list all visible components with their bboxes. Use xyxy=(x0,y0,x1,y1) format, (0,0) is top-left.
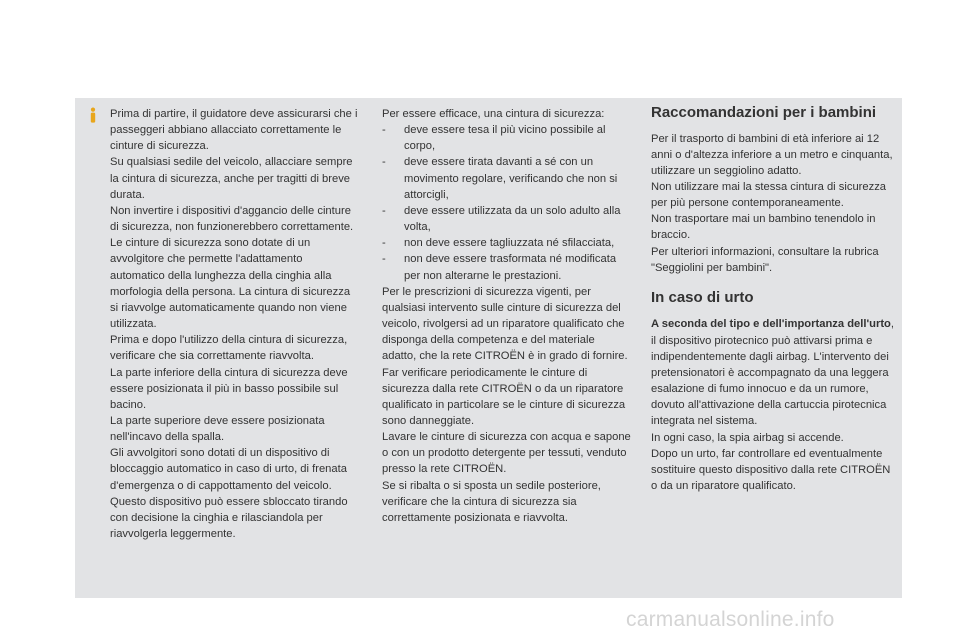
children-paragraph: Non utilizzare mai la stessa cintura di sicurezza per più persone contemporaneamente. xyxy=(651,180,887,210)
efficacy-list-item: - non deve essere tagliuzzata né sfilacciata, xyxy=(382,235,632,251)
intro-paragraph: Su qualsiasi sedile del veicolo, allacciare sempre la cintura di sicurezza, anche per tragitti di breve durata. xyxy=(110,156,353,201)
efficacy-paragraph: Lavare le cinture di sicurezza con acqua e sapone o con un prodotto detergente per tessuti, venduto presso la rete CITROËN. xyxy=(382,431,631,476)
children-paragraph: Per ulteriori informazioni, consultare la rubrica "Seggiolini per bambini". xyxy=(651,245,879,274)
intro-paragraph: Non invertire i dispositivi d'aggancio delle cinture di sicurezza, non funzionerebbero correttamente. xyxy=(110,204,354,234)
children-paragraph: Per il trasporto di bambini di età inferiore ai 12 anni o d'altezza inferiore a un metro e cinquanta, utilizzare un seggiolino adatto. xyxy=(651,132,893,177)
efficacy-list-item: - non deve essere trasformata né modificata per non alterarne le prestazioni. xyxy=(382,251,632,283)
efficacy-intro: Per essere efficace, una cintura di sicurezza: xyxy=(382,108,605,120)
efficacy-column xyxy=(382,106,632,526)
intro-paragraph: La parte inferiore della cintura di sicurezza deve essere posizionata il più in basso possibile sul bacino. xyxy=(110,366,348,411)
crash-lead-rest: , il dispositivo pirotecnico può attivarsi prima e indipendentemente dagli airbag. L'intervento dei pretensionatori è accompagnato da una leggera esalazione di fumo innocuo e da un rumore, dovuto all'attivazione della cartuccia pirotecnica integrata nel sistema. xyxy=(651,318,894,428)
intro-paragraph: Prima e dopo l'utilizzo della cintura di sicurezza, verificare che sia correttamente riavvolta. xyxy=(110,334,348,363)
crash-heading: In caso di urto xyxy=(651,288,754,306)
efficacy-list-item: - deve essere tirata davanti a sé con un movimento regolare, verificando che non si attorcigli, xyxy=(382,154,632,202)
intro-paragraph: La parte superiore deve essere posizionata nell'incavo della spalla. xyxy=(110,414,325,444)
info-icon xyxy=(85,107,101,123)
intro-paragraph: Le cinture di sicurezza sono dotate di un avvolgitore che permette l'adattamento automatico della lunghezza della cinghia alla morfologia della persona. La cintura di sicurezza si riavvolge automaticamente quando non viene utilizzata. xyxy=(110,237,351,331)
efficacy-paragraph: Per le prescrizioni di sicurezza vigenti, per qualsiasi intervento sulle cinture di sicurezza del veicolo, rivolgersi ad un riparatore qualificato che disponga della competenza e del materiale adatto, che la rete CITROËN è in grado di fornire. xyxy=(382,285,628,363)
intro-column xyxy=(110,106,358,542)
efficacy-list-item: - deve essere tesa il più vicino possibile al corpo, xyxy=(382,122,632,154)
efficacy-paragraph: Se si ribalta o si sposta un sedile posteriore, verificare che la cintura di sicurezza sia correttamente posizionata e riavvolta. xyxy=(382,479,601,524)
intro-paragraph: Prima di partire, il guidatore deve assicurarsi che i passeggeri abbiano allacciato correttamente le cinture di sicurezza. xyxy=(110,108,358,153)
recommendations-column xyxy=(651,104,897,494)
efficacy-list-item: - deve essere utilizzata da un solo adulto alla volta, xyxy=(382,203,632,235)
crash-paragraph xyxy=(651,316,897,429)
intro-paragraph: Gli avvolgitori sono dotati di un dispositivo di bloccaggio automatico in caso di urto, di frenata d'emergenza o di cappottamento del veicolo. Questo dispositivo può essere sbloccato tirando con decisione la cinghia e rilasciandola per riavvolgerla leggermente. xyxy=(110,447,348,541)
watermark: carmanualsonline.info xyxy=(626,608,835,631)
crash-paragraph: Dopo un urto, far controllare ed eventualmente sostituire questo dispositivo dalla rete CITROËN o da un riparatore qualificato. xyxy=(651,447,891,492)
crash-paragraph: In ogni caso, la spia airbag si accende. xyxy=(651,431,844,444)
children-paragraph: Non trasportare mai un bambino tenendolo in braccio. xyxy=(651,213,876,242)
crash-lead: A seconda del tipo e dell'importanza dell'urto xyxy=(651,318,891,331)
efficacy-paragraph: Far verificare periodicamente le cinture di sicurezza dalla rete CITROËN o da un riparatore qualificato in particolare se le cinture di sicurezza sono danneggiate. xyxy=(382,366,626,427)
children-heading: Raccomandazioni per i bambini xyxy=(651,104,877,121)
